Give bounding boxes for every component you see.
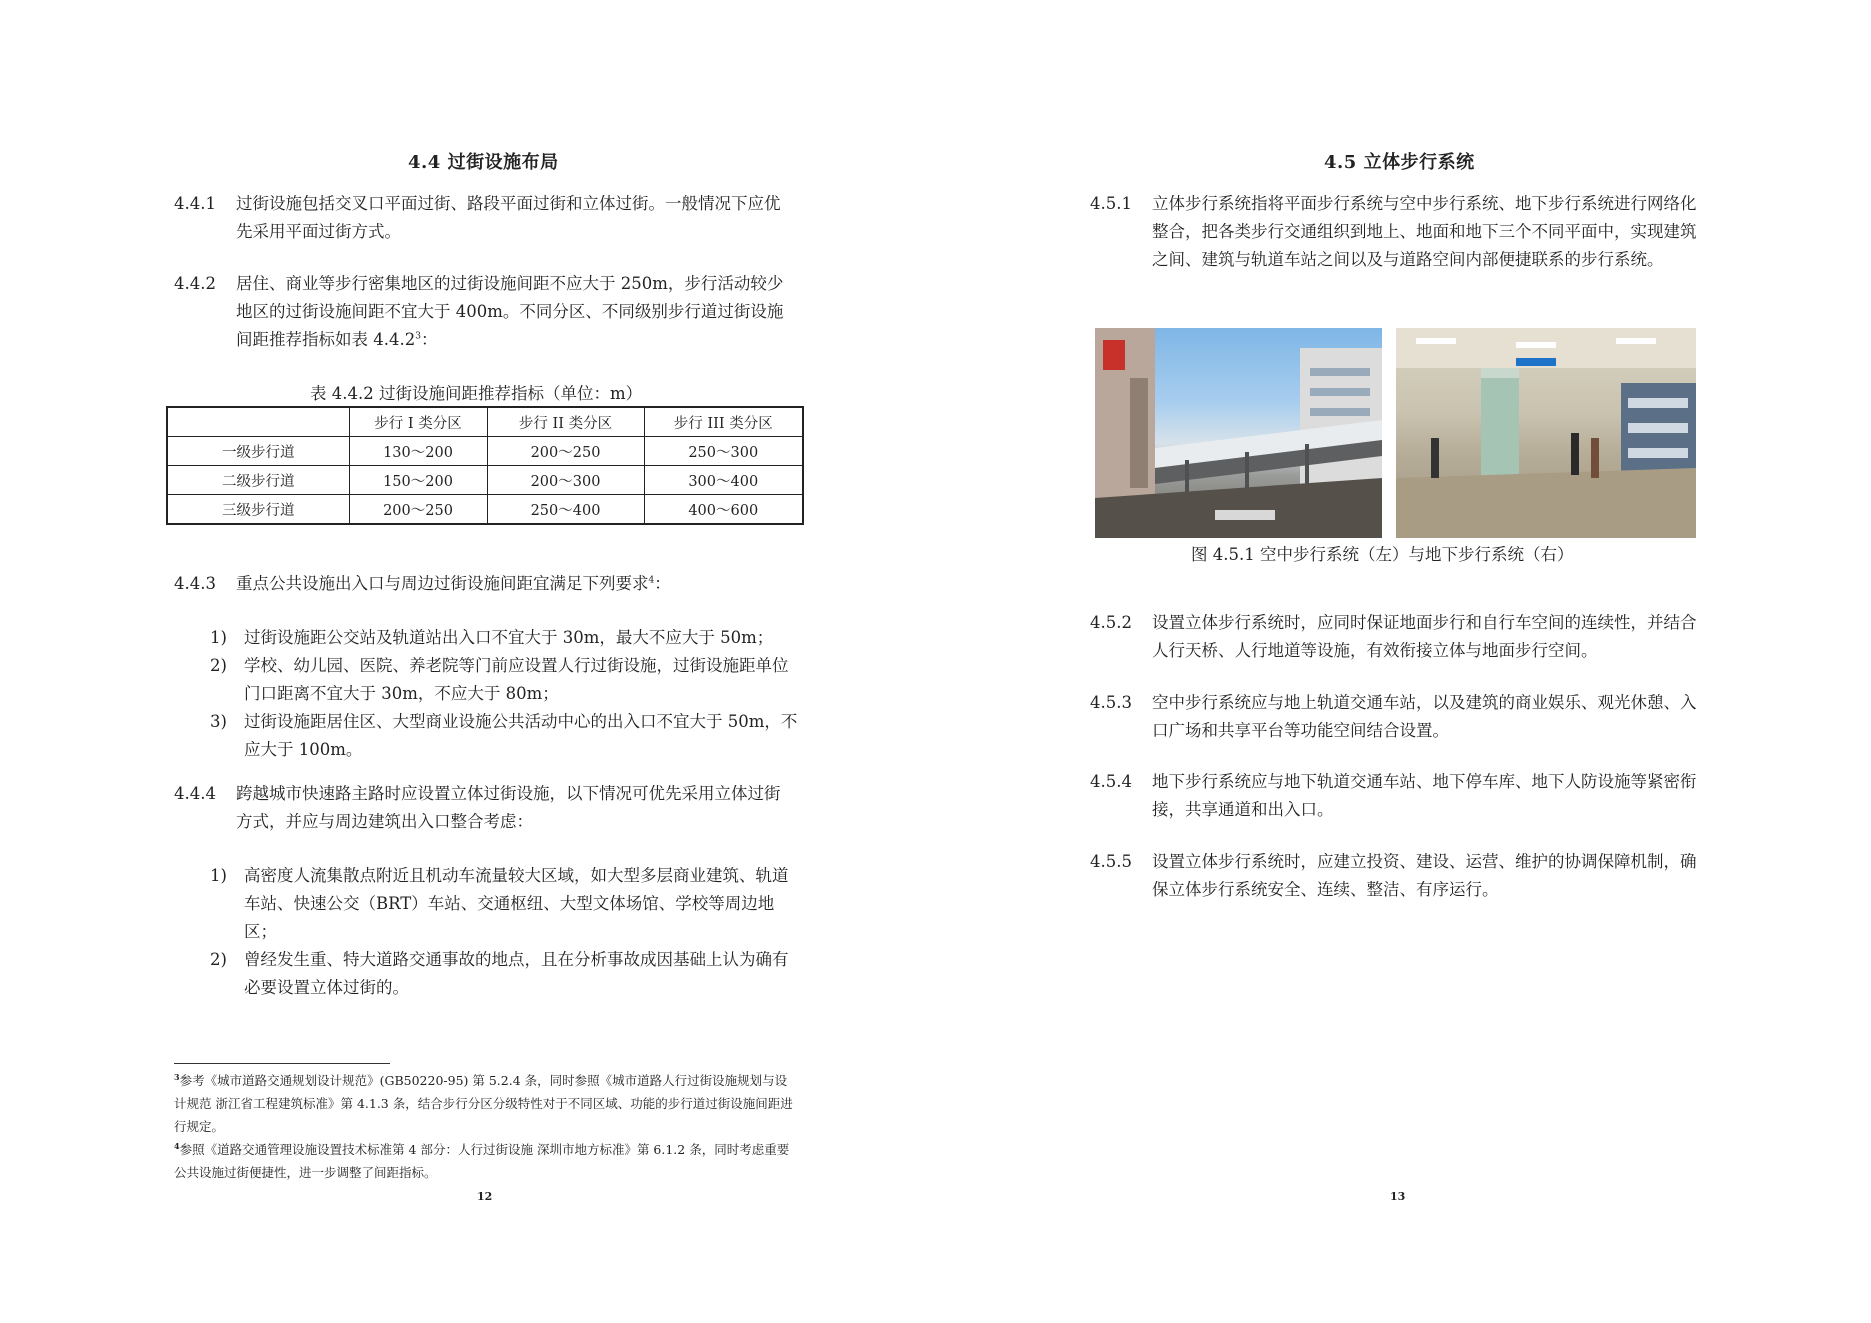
table-row (167, 437, 803, 466)
list-item (210, 652, 800, 708)
table-row (167, 466, 803, 495)
clause-text: 地下步行系统应与地下轨道交通车站、地下停车库、地下人防设施等紧密衔接，共享通道和出入口。 (1152, 772, 1697, 819)
table-header-cell: 步行 II 类分区 (487, 407, 644, 437)
clause-text (236, 570, 794, 598)
clause-tail: ： (654, 574, 671, 593)
footnote-divider (174, 1063, 390, 1064)
section-heading-4-5: 4.5 立体步行系统 (1324, 152, 1475, 173)
list-item-number: 2) (210, 656, 227, 675)
list-item (210, 946, 800, 1002)
clause-text: 过街设施包括交叉口平面过街、路段平面过街和立体过街。一般情况下应优先采用平面过街方式。 (236, 194, 781, 241)
clause-body: 重点公共设施出入口与周边过街设施间距宜满足下列要求 (236, 574, 649, 593)
footnote-mark: 3 (174, 1071, 180, 1082)
table-cell: 130～200 (349, 437, 487, 466)
clause-4-4-4-list (210, 862, 800, 1002)
clause-number: 4.5.5 (1090, 852, 1132, 871)
table-header-row (167, 407, 803, 437)
list-item-text: 高密度人流集散点附近且机动车流量较大区域，如大型多层商业建筑、轨道车站、快速公交（BRT）车站、交通枢纽、大型文体场馆、学校等周边地区； (244, 866, 789, 941)
clause-text: 设置立体步行系统时，应同时保证地面步行和自行车空间的连续性，并结合人行天桥、人行地道等设施，有效衔接立体与地面步行空间。 (1152, 613, 1697, 660)
clause-text: 跨越城市快速路主路时应设置立体过街设施，以下情况可优先采用立体过街方式，并应与周边建筑出入口整合考虑： (236, 784, 781, 831)
clause-number: 4.5.4 (1090, 772, 1132, 791)
left-page (0, 0, 935, 1323)
list-item-number: 1) (210, 628, 227, 647)
footnote-text: 参照《道路交通管理设施设置技术标准第 4 部分：人行过街设施 深圳市地方标准》第 6.1.2 条，同时考虑重要公共设施过街便捷性，进一步调整了间距指标。 (174, 1142, 790, 1180)
table-cell: 三级步行道 (167, 495, 349, 525)
table-cell: 一级步行道 (167, 437, 349, 466)
table-cell: 200～250 (349, 495, 487, 525)
clause-text: 立体步行系统指将平面步行系统与空中步行系统、地下步行系统进行网络化整合，把各类步行交通组织到地上、地面和地下三个不同平面中，实现建筑之间、建筑与轨道车站之间以及与道路空间内部便捷联系的步行系统。 (1152, 194, 1697, 269)
clause-text (236, 270, 794, 354)
list-item-text: 过街设施距居住区、大型商业设施公共活动中心的出入口不宜大于 50m，不应大于 100m。 (244, 712, 798, 759)
skyway-illustration (1095, 328, 1382, 538)
table-row (167, 495, 803, 525)
right-page (935, 0, 1871, 1323)
table-cell: 300～400 (644, 466, 803, 495)
clause-number: 4.5.3 (1090, 693, 1132, 712)
list-item-number: 2) (210, 950, 227, 969)
table-cell: 二级步行道 (167, 466, 349, 495)
clause-text: 设置立体步行系统时，应建立投资、建设、运营、维护的协调保障机制，确保立体步行系统安全、连续、整洁、有序运行。 (1152, 852, 1697, 899)
table-cell: 200～300 (487, 466, 644, 495)
clause-4-4-3-list (210, 624, 800, 764)
footnote-mark: 4 (174, 1140, 180, 1151)
list-item (210, 862, 800, 946)
list-item-text: 过街设施距公交站及轨道站出入口不宜大于 30m，最大不应大于 50m； (244, 628, 774, 647)
table-cell: 200～250 (487, 437, 644, 466)
list-item (210, 708, 800, 764)
clause-text: 空中步行系统应与地上轨道交通车站，以及建筑的商业娱乐、观光休憩、入口广场和共享平台等功能空间结合设置。 (1152, 693, 1697, 740)
clause-number: 4.4.3 (174, 574, 216, 593)
table-cell: 250～300 (644, 437, 803, 466)
footnote-ref: 3 (415, 331, 421, 342)
footnote-3 (174, 1069, 796, 1138)
underground-photo (1396, 328, 1696, 538)
clause-number: 4.4.2 (174, 274, 216, 293)
table-header-cell (167, 407, 349, 437)
page-number: 13 (1390, 1190, 1406, 1203)
clause-number: 4.4.1 (174, 194, 216, 213)
table-cell: 250～400 (487, 495, 644, 525)
list-item-text: 曾经发生重、特大道路交通事故的地点，且在分析事故成因基础上认为确有必要设置立体过街的。 (244, 950, 789, 997)
footnote-ref: 4 (648, 575, 655, 586)
clause-tail: ： (420, 330, 438, 349)
footnotes (174, 1069, 796, 1184)
clause-number: 4.5.2 (1090, 613, 1132, 632)
clause-number: 4.4.4 (174, 784, 216, 803)
table-header-cell: 步行 I 类分区 (349, 407, 487, 437)
table-caption: 表 4.4.2 过街设施间距推荐指标（单位：m） (310, 384, 643, 403)
table-cell: 150～200 (349, 466, 487, 495)
section-heading-4-4: 4.4 过街设施布局 (408, 152, 559, 173)
list-item-number: 3) (210, 712, 227, 731)
list-item (210, 624, 800, 652)
footnote-4 (174, 1138, 796, 1184)
figure-caption: 图 4.5.1 空中步行系统（左）与地下步行系统（右） (1191, 545, 1574, 564)
clause-number: 4.5.1 (1090, 194, 1132, 213)
list-item-number: 1) (210, 866, 227, 885)
spacing-table (166, 406, 804, 525)
clause-body: 居住、商业等步行密集地区的过街设施间距不应大于 250m，步行活动较少地区的过街设施间距不宜大于 400m。不同分区、不同级别步行道过街设施间距推荐指标如表 4.4.2 (236, 274, 784, 349)
page-number: 12 (477, 1190, 493, 1203)
table-cell: 400～600 (644, 495, 803, 525)
table-header-cell: 步行 III 类分区 (644, 407, 803, 437)
skyway-photo (1095, 328, 1382, 538)
underground-illustration (1396, 328, 1696, 538)
footnote-text: 参考《城市道路交通规划设计规范》(GB50220-95) 第 5.2.4 条，同时参照《城市道路人行过街设施规划与设计规范 浙江省工程建筑标准》第 4.1.3 条，结合步行分区分级特性对于不同区域、功能的步行道过街设施间距进行规定。 (174, 1073, 793, 1134)
list-item-text: 学校、幼儿园、医院、养老院等门前应设置人行过街设施，过街设施距单位门口距离不宜大于 30m，不应大于 80m； (244, 656, 789, 703)
